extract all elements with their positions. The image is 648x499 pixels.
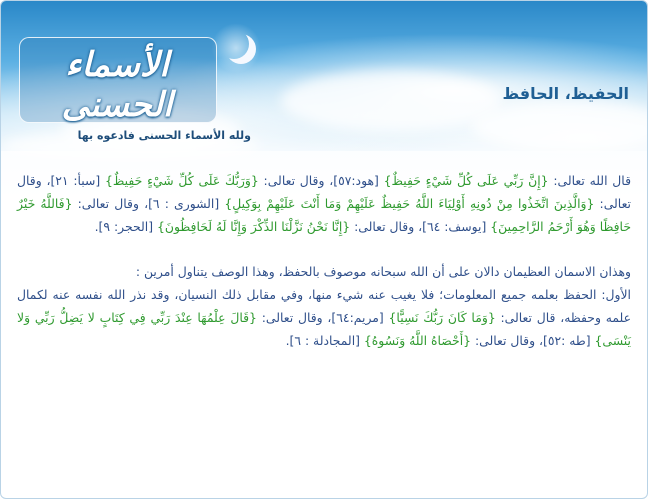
page-title: الحفيظ، الحافظ xyxy=(502,84,629,103)
quran-verse: {أَحْصَاهُ اللَّهُ وَنَسُوهُ} xyxy=(363,333,472,348)
text-segment: [الشورى : ٦]، وقال تعالى: xyxy=(72,196,225,211)
article-body xyxy=(17,169,631,352)
text-segment: [هود:٥٧]، وقال تعالى: xyxy=(258,173,384,188)
text-segment: وهذان الاسمان العظيمان دالان على أن الله سبحانه موصوف بالحفظ، وهذا الوصف يتناول أمرين : xyxy=(135,264,631,279)
paragraph-first-meaning xyxy=(17,283,631,352)
sky-banner xyxy=(1,1,647,151)
text-segment: [يوسف: ٦٤]، وقال تعالى: xyxy=(350,219,491,234)
quran-verse: {وَالَّذِينَ اتَّخَذُوا مِنْ دُونِهِ أَوْلِيَاءَ اللَّهُ حَفِيظٌ عَلَيْهِمْ وَمَا أَنْتَ عَلَيْهِمْ بِوَكِيلٍ} xyxy=(224,196,595,211)
text-segment: الأول: الحفظ بعلمه جميع المعلومات؛ فلا يغيب عنه شيء منها، وفي مقابل ذلك النسيان، وقد نذر الله نفسه عنه لكمال علمه وحفظه، قال تعالى: xyxy=(17,287,632,325)
text-segment: [سبأ: ٢١]، وقال تعالى: xyxy=(17,173,632,211)
logo-subtitle: ولله الأسماء الحسنى فادعوه بها xyxy=(77,129,251,142)
text-segment: قال الله تعالى: xyxy=(548,173,631,188)
quran-verse: {وَمَا كَانَ رَبُّكَ نَسِيًّا} xyxy=(388,310,496,325)
text-segment: [مريم:٦٤]، وقال تعالى: xyxy=(256,310,389,325)
crescent-moon-icon xyxy=(219,29,249,59)
paragraph-explanation xyxy=(17,260,631,283)
quran-verse: {وَرَبُّكَ عَلَى كُلِّ شَيْءٍ حَفِيظٌ} xyxy=(105,173,259,188)
text-segment: [طه :٥٢]، وقال تعالى: xyxy=(471,333,595,348)
text-segment: [الحجر: ٩]. xyxy=(94,219,157,234)
quran-verse: {فَاللَّهُ خَيْرٌ حَافِظًا وَهُوَ أَرْحَمُ الرَّاحِمِينَ} xyxy=(17,196,631,234)
site-logo: الأسماء الحسنى xyxy=(61,45,173,125)
quran-verse: {إِنَّا نَحْنُ نَزَّلْنَا الذِّكْرَ وَإِنَّا لَهُ لَحَافِظُونَ} xyxy=(156,219,351,234)
quran-verse: {إِنَّ رَبِّي عَلَى كُلِّ شَيْءٍ حَفِيظٌ} xyxy=(383,173,549,188)
quran-verse: {قَالَ عِلْمُهَا عِنْدَ رَبِّي فِي كِتَابٍ لا يَضِلُّ رَبِّي وَلا يَنْسَى} xyxy=(17,310,631,348)
text-segment: [المجادلة : ٦]. xyxy=(285,333,364,348)
paragraph-verses xyxy=(17,169,631,238)
